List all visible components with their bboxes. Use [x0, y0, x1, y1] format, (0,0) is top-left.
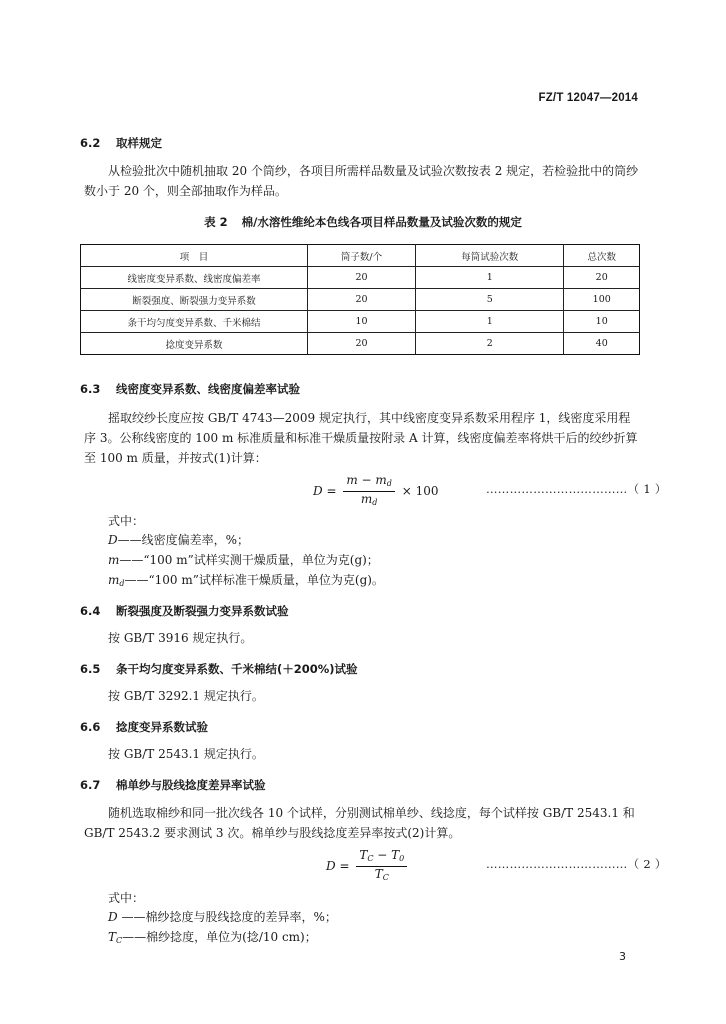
table-cell: 100 [564, 289, 640, 311]
formula-1 [313, 473, 439, 510]
table-cell: 1 [416, 311, 564, 333]
table-cell: 线密度变异系数、线密度偏差率 [81, 267, 308, 289]
paragraph-6-3: 摇取绞纱长度应按 GB/T 4743—2009 规定执行，其中线密度变异系数采用程序 1，线密度采用程序 3。公称线密度的 100 m 标准质量和标准干燥质量按附录 A 计算，线密度偏差率将烘干后的绞纱折算至 100 m 质量，并按式(1)计算： [84, 411, 638, 465]
formula-multiplier: × 100 [401, 484, 439, 498]
formula-fraction [356, 848, 407, 885]
formula-fraction [343, 473, 395, 510]
section-title: 捻度变异系数试验 [116, 720, 208, 734]
table-header-cell: 每筒试验次数 [416, 245, 564, 267]
section-title: 断裂强度及断裂强力变异系数试验 [116, 604, 289, 618]
paragraph-6-4: 按 GB/T 3916 规定执行。 [108, 631, 253, 645]
section-title: 条干均匀度变异系数、千米棉结(＋200%)试验 [116, 662, 358, 676]
paragraph-6-7: 随机选取棉纱和同一批次线各 10 个试样，分别测试棉单纱、线捻度，每个试样按 GB/T 2543.1 和 GB/T 2543.2 要求测试 3 次。棉单纱与股线捻度差异率按式(2)计算。 [84, 806, 635, 840]
table-row [81, 267, 640, 289]
table-header-cell: 项 目 [81, 245, 308, 267]
table-cell: 2 [416, 333, 564, 355]
table-row [81, 333, 640, 355]
table-row [81, 311, 640, 333]
table-cell: 捻度变异系数 [81, 333, 308, 355]
section-title: 线密度变异系数、线密度偏差率试验 [116, 382, 300, 396]
definition-Tc: $T_C——$棉纱捻度，单位为(捻/10 cm)； [108, 930, 317, 945]
table-header-row [81, 245, 640, 267]
section-title: 棉单纱与股线捻度差异率试验 [116, 778, 266, 792]
formula-lhs: D [313, 484, 323, 498]
section-heading-6-5 [80, 661, 358, 677]
table-cell: 20 [564, 267, 640, 289]
formula-denominator: $m_d$ [360, 492, 378, 507]
formula-2-leader: ………………………………（ 2 ） [486, 857, 667, 871]
table-cell: 条干均匀度变异系数、千米棉结 [81, 311, 308, 333]
table-caption [0, 214, 726, 230]
formula-lhs: D [326, 859, 336, 873]
formula-2 [326, 848, 410, 885]
where-label-1: 式中： [108, 514, 145, 528]
formula-equals: = [326, 484, 337, 498]
formula-1-leader: ………………………………（ 1 ） [486, 482, 667, 496]
table-cell: 断裂强度、断裂强力变异系数 [81, 289, 308, 311]
section-number: 6.6 [80, 720, 101, 734]
definition-md: $m_d——“100$ m”试样标准干燥质量，单位为克(g)。 [108, 573, 384, 588]
table-row [81, 289, 640, 311]
section-number: 6.4 [80, 604, 101, 618]
table-cell: 10 [564, 311, 640, 333]
section-heading-6-4 [80, 603, 289, 619]
section-heading-6-2 [80, 135, 162, 151]
table-cell: 20 [308, 333, 416, 355]
formula-1-number: （ 1 ） [627, 482, 667, 496]
formula-denominator: $T_C$ [374, 867, 389, 882]
section-number: 6.3 [80, 382, 101, 396]
section-number: 6.7 [80, 778, 101, 792]
section-heading-6-7 [80, 777, 266, 793]
table-caption-label: 表 2 [204, 215, 228, 229]
table-header-cell: 筒子数/个 [308, 245, 416, 267]
table-cell: 5 [416, 289, 564, 311]
formula-2-number: （ 2 ） [627, 857, 667, 871]
paragraph-6-2: 从检验批次中随机抽取 20 个筒纱，各项目所需样品数量及试验次数按表 2 规定，若检验批中的筒纱数小于 20 个，则全部抽取作为样品。 [84, 164, 639, 198]
section-heading-6-6 [80, 719, 208, 735]
section-number: 6.5 [80, 662, 101, 676]
definition-m: m——“100 m”试样实测干燥质量，单位为克(g)； [108, 553, 379, 567]
page-number: 3 [619, 950, 626, 963]
definition-D: D——线密度偏差率，%； [108, 533, 250, 547]
definition-D2: D ——棉纱捻度与股线捻度的差异率，%； [108, 910, 337, 924]
table-caption-title: 棉/水溶性维纶本色线各项目样品数量及试验次数的规定 [241, 215, 522, 229]
formula-equals: = [339, 859, 350, 873]
table-cell: 40 [564, 333, 640, 355]
paragraph-6-6: 按 GB/T 2543.1 规定执行。 [108, 747, 264, 761]
section-title: 取样规定 [116, 136, 162, 150]
table-header-cell: 总次数 [564, 245, 640, 267]
section-number: 6.2 [80, 136, 101, 150]
table-cell: 20 [308, 267, 416, 289]
paragraph-6-5: 按 GB/T 3292.1 规定执行。 [108, 689, 264, 703]
formula-numerator: $T_C - T_0$ [356, 848, 407, 867]
table-cell: 20 [308, 289, 416, 311]
table-cell: 1 [416, 267, 564, 289]
section-heading-6-3 [80, 381, 300, 397]
sample-table [80, 244, 640, 355]
formula-numerator: $m - m_d$ [343, 473, 395, 492]
table-cell: 10 [308, 311, 416, 333]
standard-code: FZ/T 12047—2014 [538, 92, 638, 104]
where-label-2: 式中： [108, 891, 145, 905]
